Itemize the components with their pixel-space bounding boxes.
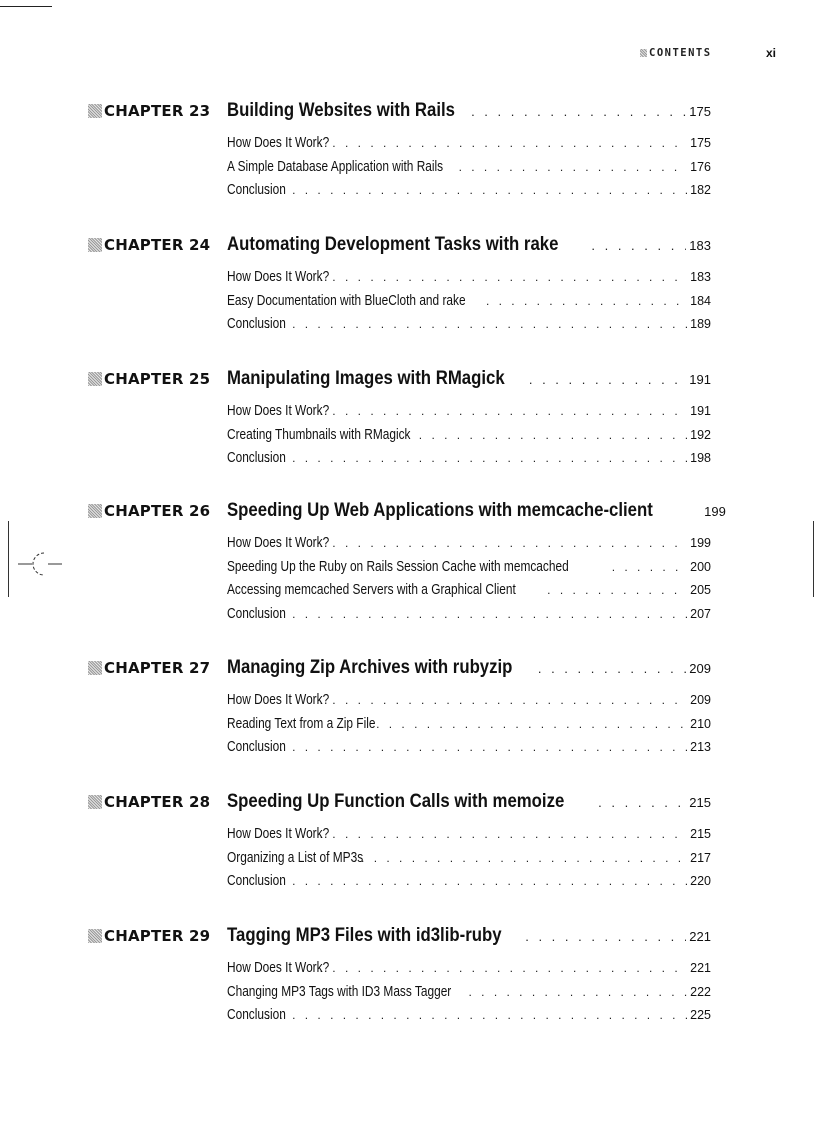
section-page-number: 209 <box>690 693 711 707</box>
chapter-marker-icon <box>88 929 102 943</box>
section-title: How Does It Work? <box>227 692 330 708</box>
leader-dots <box>598 795 686 810</box>
section-title: Conclusion <box>227 605 286 622</box>
chapter-heading <box>0 367 816 389</box>
chapter-page-number: 175 <box>689 104 711 119</box>
chapter-label <box>88 236 210 254</box>
crop-mark-left <box>8 521 9 597</box>
section-page-number: 213 <box>690 740 711 754</box>
registration-mark-icon <box>18 550 62 578</box>
section-title: Conclusion <box>227 739 286 755</box>
toc-entry[interactable] <box>227 427 711 451</box>
section-title: Speeding Up the Ruby on Rails Session Cache with memcached <box>227 558 569 575</box>
section-page-number: 215 <box>690 827 711 841</box>
toc-entry[interactable] <box>227 316 711 340</box>
leader-dots <box>320 827 688 841</box>
chapter-title: Managing Zip Archives with rubyzip <box>227 656 513 678</box>
chapter-number: CHAPTER 26 <box>104 502 211 520</box>
chapter-title: Building Websites with Rails <box>227 99 455 121</box>
chapter-heading <box>0 499 816 521</box>
leader-dots <box>267 451 687 465</box>
toc-entry[interactable] <box>227 1007 711 1031</box>
leader-dots <box>320 961 688 975</box>
section-title: Easy Documentation with BlueCloth and rake <box>227 292 466 309</box>
chapter-title: Automating Development Tasks with rake <box>227 233 559 255</box>
leader-dots <box>267 607 687 621</box>
chapter-marker-icon <box>88 104 102 118</box>
section-page-number: 182 <box>690 183 711 197</box>
section-title: Conclusion <box>227 1007 286 1023</box>
section-title: Conclusion <box>227 182 286 198</box>
chapter-number: CHAPTER 28 <box>104 793 211 811</box>
section-title: How Does It Work? <box>227 826 330 842</box>
toc-entry[interactable] <box>227 873 711 897</box>
section-list <box>227 535 711 629</box>
leader-dots <box>267 317 687 331</box>
toc-entry[interactable] <box>227 984 711 1008</box>
chapter-title-line[interactable] <box>227 367 711 390</box>
section-page-number: 210 <box>690 716 711 731</box>
section-page-number: 191 <box>690 404 711 418</box>
leader-dots <box>469 985 688 999</box>
section-list <box>227 692 711 763</box>
chapter-marker-icon <box>88 795 102 809</box>
section-page-number: 198 <box>690 451 711 465</box>
section-title: Creating Thumbnails with RMagick <box>227 426 411 443</box>
chapter-label <box>88 659 210 677</box>
chapter-number: CHAPTER 25 <box>104 370 211 388</box>
section-page-number: 220 <box>690 874 711 888</box>
toc-entry[interactable] <box>227 269 711 293</box>
chapter-title-line[interactable] <box>227 233 711 256</box>
crop-mark-right <box>813 521 814 597</box>
chapter-title: Speeding Up Function Calls with memoize <box>227 790 565 812</box>
chapter-title-line[interactable] <box>227 656 711 679</box>
chapter-page-number: 191 <box>689 372 711 387</box>
section-page-number: 217 <box>690 850 711 865</box>
chapter-marker-icon <box>88 238 102 252</box>
chapter-title-line[interactable] <box>227 924 711 947</box>
chapter-page-number: 221 <box>689 929 711 944</box>
section-list <box>227 403 711 474</box>
page-folio: xi <box>765 46 776 60</box>
leader-dots <box>320 693 688 707</box>
toc-entry[interactable] <box>227 450 711 474</box>
crop-mark-top <box>0 6 52 7</box>
chapter-title-line[interactable] <box>227 499 726 522</box>
section-page-number: 184 <box>690 293 711 308</box>
section-list <box>227 960 711 1031</box>
toc-entry[interactable] <box>227 135 711 159</box>
chapter-heading <box>0 99 816 121</box>
chapter-number: CHAPTER 29 <box>104 927 211 945</box>
toc-entry[interactable] <box>227 159 711 183</box>
leader-dots <box>376 717 687 731</box>
chapter-heading <box>0 233 816 255</box>
toc-entry[interactable] <box>227 716 711 740</box>
leader-dots <box>612 560 687 574</box>
chapter-page-number: 199 <box>704 504 726 519</box>
section-page-number: 192 <box>690 427 711 442</box>
leader-dots <box>267 740 687 754</box>
chapter-title-line[interactable] <box>227 99 711 122</box>
section-list <box>227 826 711 897</box>
chapter-label <box>88 502 210 520</box>
chapter-page-number: 209 <box>689 661 711 676</box>
toc-entry[interactable] <box>227 559 711 583</box>
section-title: How Does It Work? <box>227 535 330 551</box>
section-title: How Does It Work? <box>227 269 330 285</box>
toc-entry[interactable] <box>227 692 711 716</box>
toc-entry[interactable] <box>227 293 711 317</box>
chapter-title: Speeding Up Web Applications with memcache-client <box>227 499 653 521</box>
toc-entry[interactable] <box>227 850 711 874</box>
section-page-number: 207 <box>690 606 711 621</box>
chapter-page-number: 215 <box>689 795 711 810</box>
section-title: How Does It Work? <box>227 960 330 976</box>
toc-entry[interactable] <box>227 960 711 984</box>
section-page-number: 175 <box>690 136 711 150</box>
chapter-label <box>88 102 210 120</box>
chapter-number: CHAPTER 24 <box>104 236 211 254</box>
leader-dots <box>459 160 688 174</box>
leader-dots <box>267 183 687 197</box>
section-title: Conclusion <box>227 450 286 466</box>
section-page-number: 225 <box>690 1008 711 1022</box>
chapter-page-number: 183 <box>689 238 711 253</box>
running-head-marker-icon <box>640 49 647 57</box>
section-page-number: 183 <box>690 270 711 284</box>
chapter-marker-icon <box>88 372 102 386</box>
section-title: A Simple Database Application with Rails <box>227 158 444 175</box>
section-page-number: 199 <box>690 536 711 550</box>
leader-dots <box>267 1008 687 1022</box>
section-page-number: 221 <box>690 961 711 975</box>
leader-dots <box>471 104 686 119</box>
toc-entry[interactable] <box>227 535 711 559</box>
section-page-number: 200 <box>690 559 711 574</box>
section-page-number: 222 <box>690 984 711 999</box>
section-title: Changing MP3 Tags with ID3 Mass Tagger <box>227 983 452 1000</box>
chapter-title-line[interactable] <box>227 790 711 813</box>
leader-dots <box>320 136 688 150</box>
section-title: How Does It Work? <box>227 135 330 151</box>
leader-dots <box>267 874 687 888</box>
leader-dots <box>591 238 686 253</box>
chapter-number: CHAPTER 27 <box>104 659 211 677</box>
leader-dots <box>320 536 688 550</box>
chapter-number: CHAPTER 23 <box>104 102 211 120</box>
leader-dots <box>419 428 687 442</box>
chapter-label <box>88 927 210 945</box>
chapter-heading <box>0 924 816 946</box>
running-head <box>640 44 776 62</box>
section-title: Organizing a List of MP3s <box>227 849 364 866</box>
section-title: Conclusion <box>227 316 286 332</box>
leader-dots <box>320 270 688 284</box>
leader-dots <box>525 929 686 944</box>
toc-entry[interactable] <box>227 606 711 630</box>
toc-entry[interactable] <box>227 182 711 206</box>
chapter-title: Manipulating Images with RMagick <box>227 367 505 389</box>
toc-entry[interactable] <box>227 739 711 763</box>
leader-dots <box>547 583 687 597</box>
leader-dots <box>538 661 686 676</box>
chapter-title: Tagging MP3 Files with id3lib-ruby <box>227 924 502 946</box>
toc-entry[interactable] <box>227 582 711 606</box>
chapter-heading <box>0 656 816 678</box>
section-list <box>227 269 711 340</box>
chapter-heading <box>0 790 816 812</box>
section-title: Reading Text from a Zip File <box>227 715 376 732</box>
section-title: Conclusion <box>227 873 286 889</box>
section-page-number: 189 <box>690 317 711 331</box>
leader-dots <box>320 404 688 418</box>
section-page-number: 205 <box>690 583 711 597</box>
section-title: Accessing memcached Servers with a Graphical Client <box>227 582 516 598</box>
chapter-label <box>88 793 210 811</box>
toc-entry[interactable] <box>227 826 711 850</box>
running-head-label: CONTENTS <box>649 47 712 59</box>
chapter-marker-icon <box>88 504 102 518</box>
section-list <box>227 135 711 206</box>
section-page-number: 176 <box>690 159 711 174</box>
leader-dots <box>529 372 686 387</box>
chapter-marker-icon <box>88 661 102 675</box>
toc-entry[interactable] <box>227 403 711 427</box>
section-title: How Does It Work? <box>227 403 330 419</box>
leader-dots <box>486 294 687 308</box>
chapter-label <box>88 370 210 388</box>
leader-dots <box>361 851 687 865</box>
